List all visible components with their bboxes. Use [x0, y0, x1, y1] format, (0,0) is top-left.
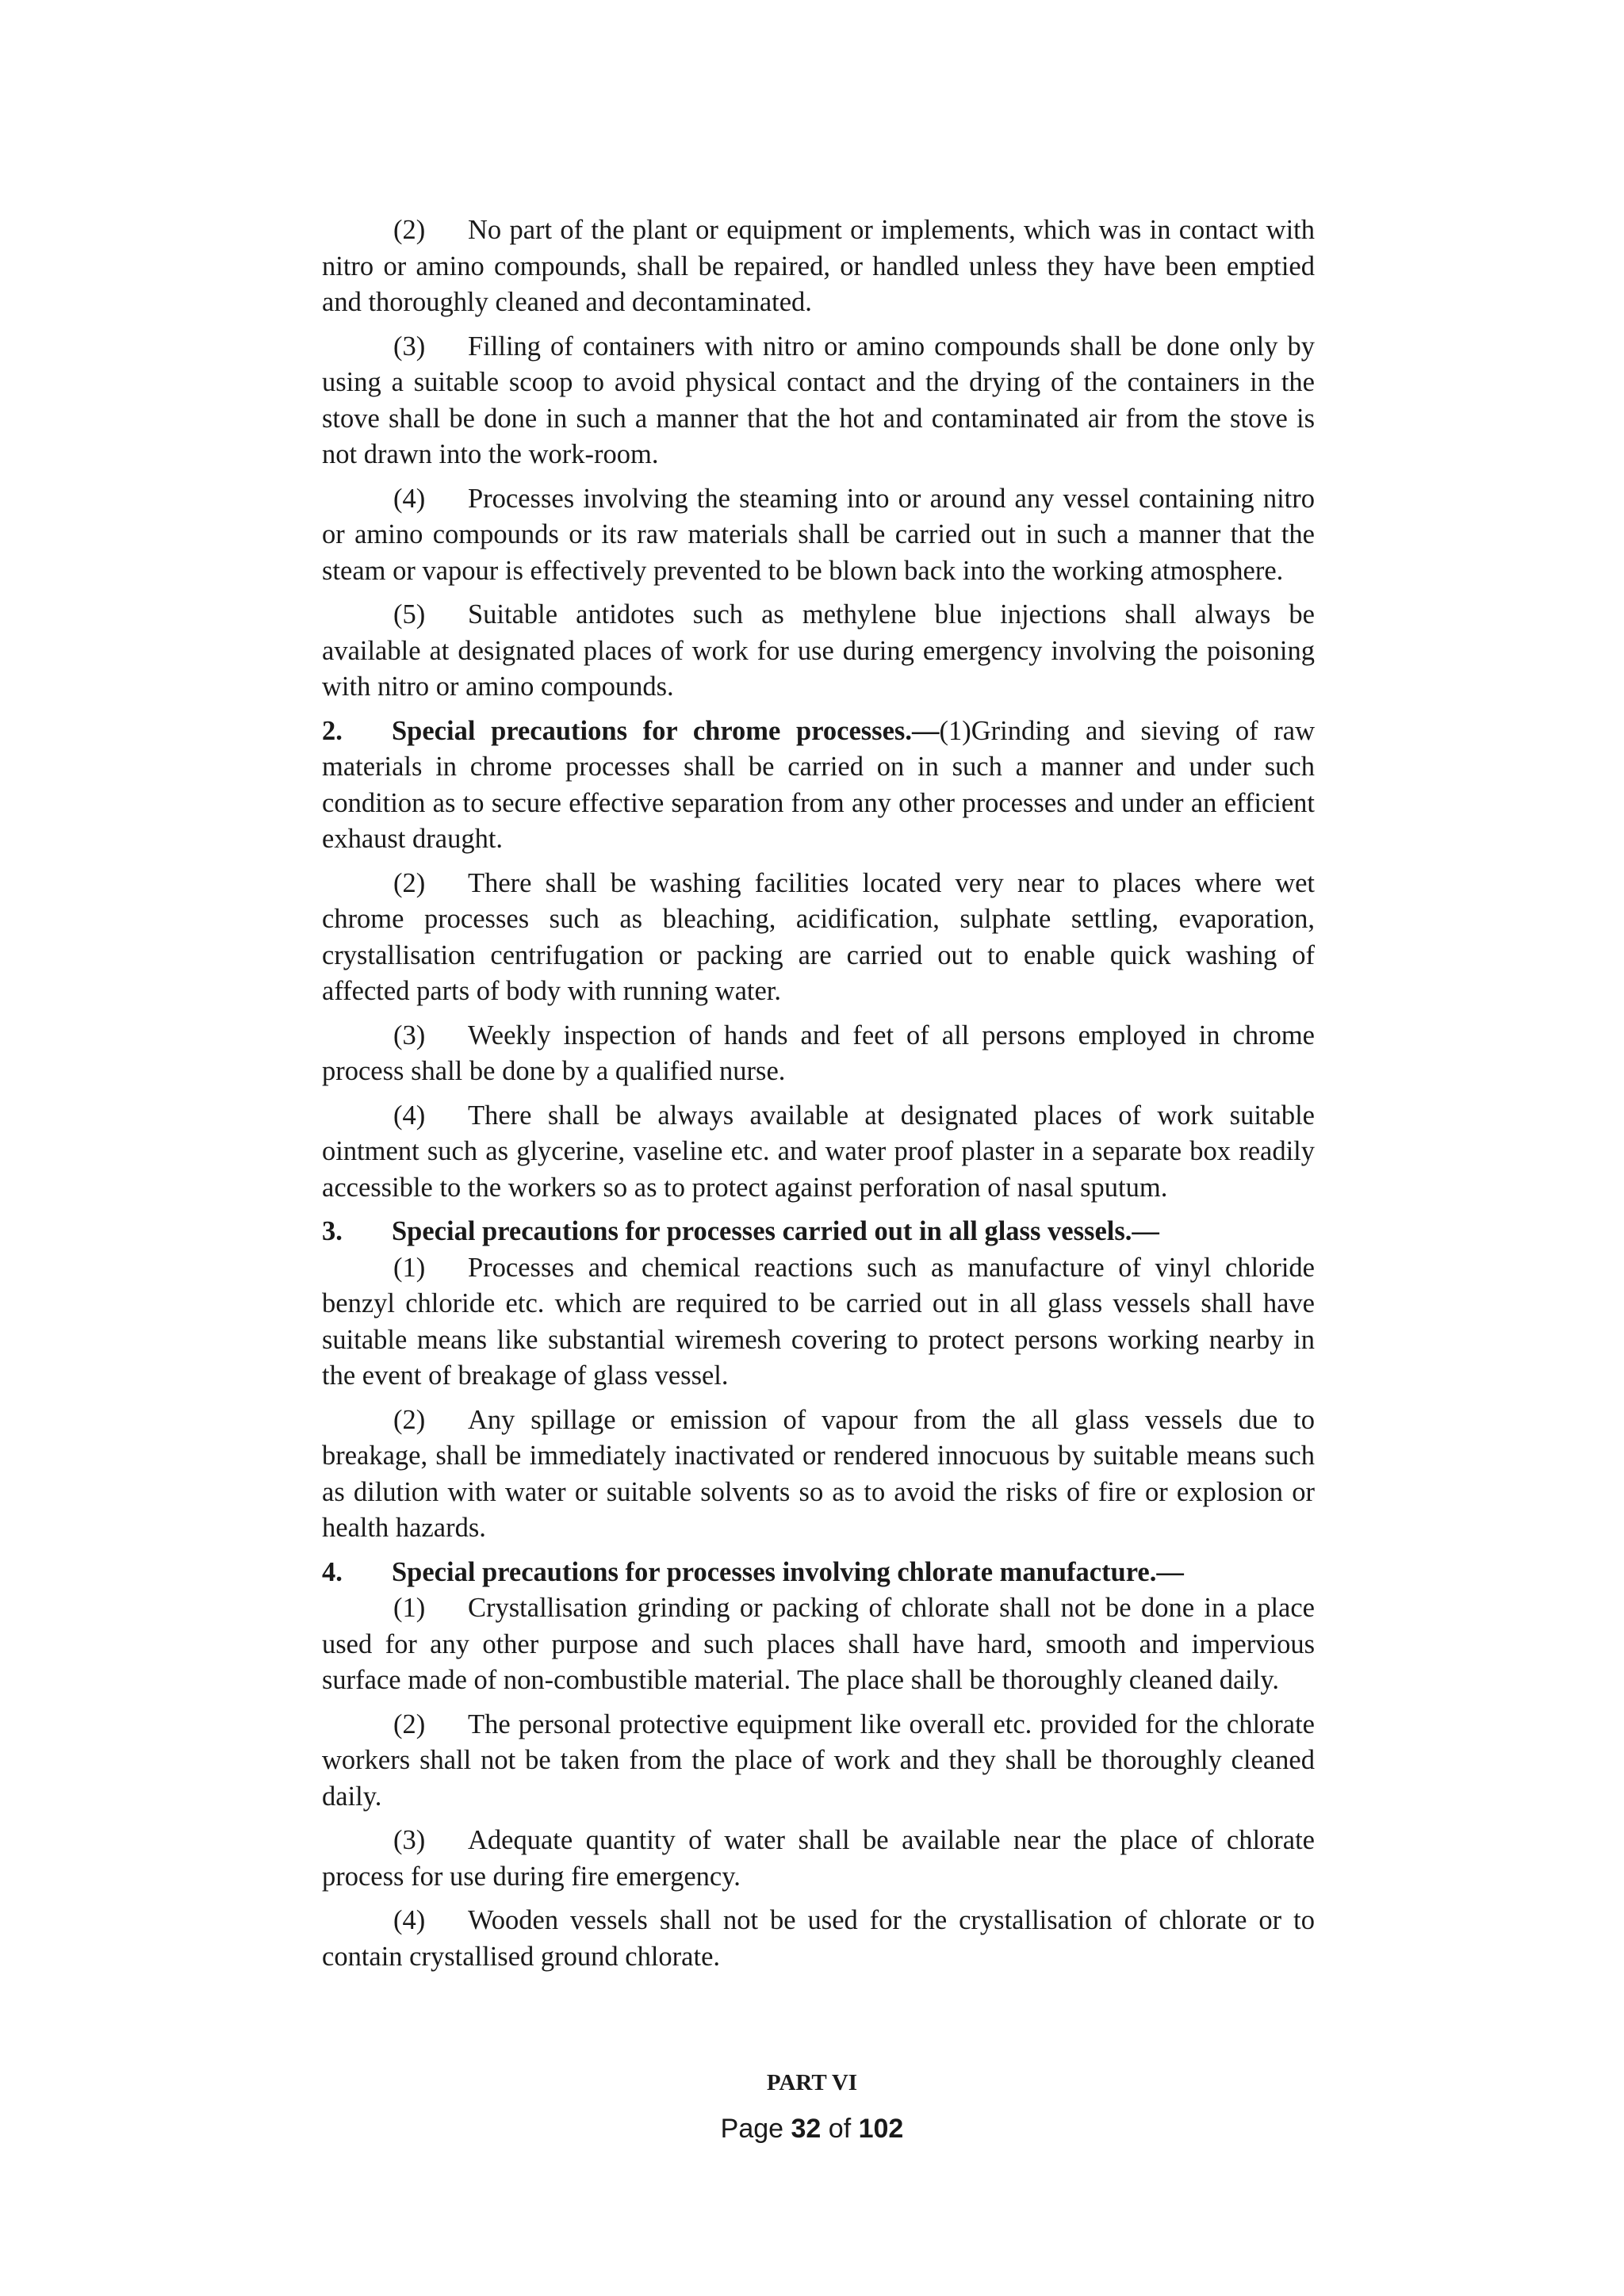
clause-number: (2) [393, 867, 426, 898]
clause-text: No part of the plant or equipment or implements, which was in contact with nitro or amino compounds, shall be repaired, or handled unless they have been emptied and thoroughly cleaned and decontaminated. [322, 215, 1315, 317]
page-total: 102 [858, 2114, 904, 2144]
section-title: Special precautions for processes involving chlorate manufacture.— [392, 1556, 1184, 1587]
clause-number: (4) [393, 1100, 426, 1131]
clause-2-4 [322, 1098, 1315, 1207]
page-prefix: Page [720, 2114, 784, 2144]
section-4-heading [322, 1555, 1315, 1591]
clause-text: Crystallisation grinding or packing of chlorate shall not be done in a place used for any other purpose and such places shall have hard, smooth and impervious surface made of non-combustible material. The place shall be thoroughly cleaned daily. [322, 1593, 1315, 1695]
clause-number: (2) [393, 1404, 426, 1435]
clause-number: (2) [393, 1709, 426, 1739]
section-number: 2. [322, 715, 343, 746]
page-current: 32 [791, 2114, 822, 2144]
clause-number: (5) [393, 599, 426, 629]
clause-text: Filling of containers with nitro or amino compounds shall be done only by using a suitable scoop to avoid physical contact and the drying of the containers in the stove shall be done in such a manner that the hot and contaminated air from the stove is not drawn into the work-room. [322, 331, 1315, 469]
part-heading: PART VI [766, 2070, 858, 2095]
clause-text: Processes involving the steaming into or around any vessel containing nitro or amino compounds or its raw materials shall be carried out in such a manner that the steam or vapour is effectively prevented to be blown back into the working atmosphere. [322, 483, 1315, 586]
clause-number: (2) [393, 215, 426, 245]
clause-number: (1) [393, 1252, 426, 1283]
clause-number: (3) [393, 1825, 426, 1855]
page-of: of [828, 2114, 852, 2144]
clause-2-3 [322, 1018, 1315, 1090]
section-title: Special precautions for processes carried out in all glass vessels.— [392, 1216, 1159, 1246]
clause-text: Suitable antidotes such as methylene blue injections shall always be available at designated places of work for use during emergency involving the poisoning with nitro or amino compounds. [322, 599, 1315, 702]
clause-text: Processes and chemical reactions such as manufacture of vinyl chloride benzyl chloride etc. which are required to be carried out in all glass vessels shall have suitable means like substantial wiremesh covering to protect persons working nearby in the event of breakage of glass vessel. [322, 1252, 1315, 1391]
clause-2-2 [322, 866, 1315, 1010]
clause-4-2 [322, 1707, 1315, 1816]
clause-text: Adequate quantity of water shall be available near the place of chlorate process for use during fire emergency. [322, 1825, 1315, 1892]
section-title: Special precautions for chrome processes.— [392, 715, 940, 746]
clause-4-1 [322, 1590, 1315, 1699]
section-2-heading [322, 714, 1315, 858]
document-body [322, 212, 1315, 1983]
clause-text: Any spillage or emission of vapour from the all glass vessels due to breakage, shall be immediately inactivated or rendered innocuous by suitable means such as dilution with water or suitable solvents so as to avoid the risks of fire or explosion or health hazards. [322, 1404, 1315, 1543]
section-number: 3. [322, 1216, 343, 1246]
clause-1-2 [322, 212, 1315, 321]
section-lead-text: (1)Grinding and sieving of raw materials in chrome processes shall be carried on in such a manner and under such condition as to secure effective separation from any other processes and under an efficient exhaust draught. [322, 715, 1316, 854]
clause-1-4 [322, 481, 1315, 590]
clause-4-4 [322, 1903, 1315, 1975]
clause-text: Weekly inspection of hands and feet of all persons employed in chrome process shall be done by a qualified nurse. [322, 1020, 1315, 1086]
clause-1-3 [322, 329, 1315, 473]
clause-1-5 [322, 597, 1315, 706]
section-3-heading [322, 1214, 1315, 1250]
section-number: 4. [322, 1556, 343, 1587]
clause-number: (4) [393, 483, 426, 514]
clause-3-1 [322, 1250, 1315, 1395]
clause-4-3 [322, 1823, 1315, 1895]
clause-text: There shall be always available at designated places of work suitable ointment such as glycerine, vaseline etc. and water proof plaster in a separate box readily accessible to the workers so as to protect against perforation of nasal sputum. [322, 1100, 1315, 1203]
clause-text: Wooden vessels shall not be used for the crystallisation of chlorate or to contain crystallised ground chlorate. [322, 1905, 1315, 1972]
clause-number: (3) [393, 331, 426, 362]
page-number [0, 2114, 1624, 2145]
clause-number: (4) [393, 1905, 426, 1935]
clause-text: The personal protective equipment like overall etc. provided for the chlorate workers shall not be taken from the place of work and they shall be thoroughly cleaned daily. [322, 1709, 1315, 1812]
clause-number: (3) [393, 1020, 426, 1050]
clause-3-2 [322, 1402, 1315, 1547]
clause-text: There shall be washing facilities located very near to places where wet chrome processes such as bleaching, acidification, sulphate settling, evaporation, crystallisation centrifugation or packing are carried out to enable quick washing of affected parts of body with running water. [322, 867, 1315, 1006]
clause-number: (1) [393, 1593, 426, 1623]
